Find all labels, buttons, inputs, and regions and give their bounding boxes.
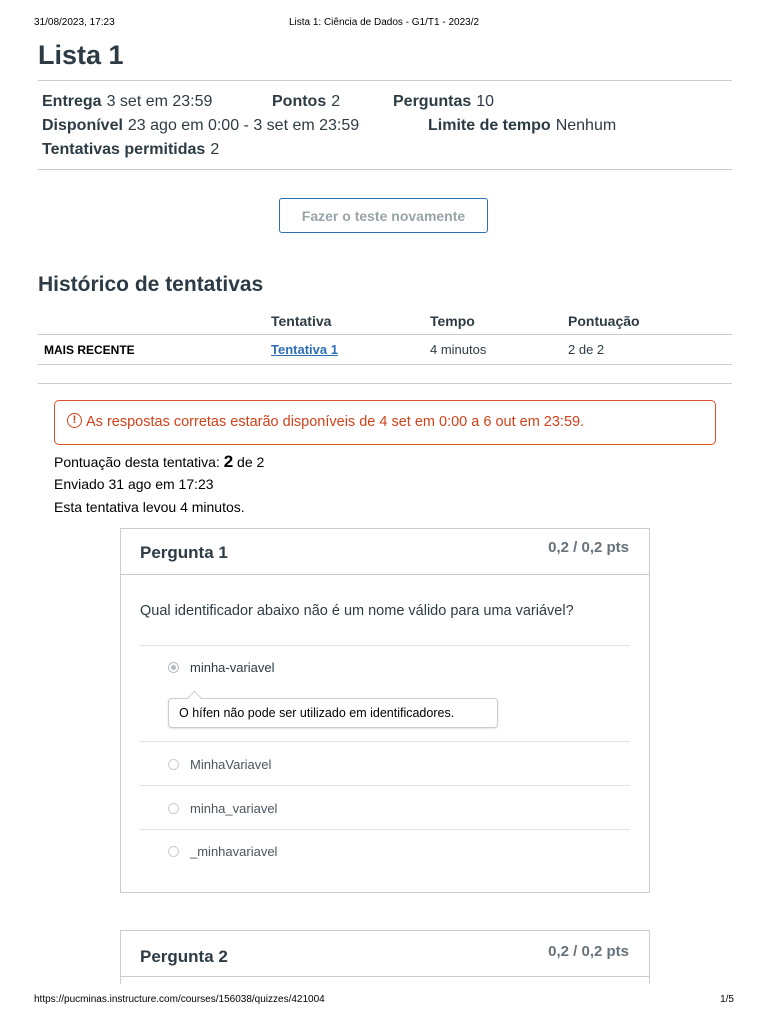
score-prefix: Pontuação desta tentativa:	[54, 454, 220, 470]
radio-icon	[168, 803, 179, 814]
spacer	[38, 365, 732, 383]
print-url: https://pucminas.instructure.com/courses/156038/quizzes/421004	[34, 994, 325, 1005]
attempt-cell	[271, 335, 430, 365]
available	[42, 117, 359, 135]
print-datetime: 31/08/2023, 17:23	[34, 17, 115, 28]
question-header	[121, 931, 649, 977]
score-cell: 2 de 2	[568, 335, 732, 365]
questions-value: 10	[476, 93, 495, 110]
attempts-value: 2	[210, 141, 220, 158]
answer-label: _minhavariavel	[190, 844, 278, 859]
question-header	[121, 529, 649, 575]
question-text: Qual identificador abaixo não é um nome válido para uma variável?	[140, 603, 574, 619]
attempt-history-title: Histórico de tentativas	[38, 273, 264, 296]
column-header	[38, 308, 271, 335]
column-header-score: Pontuação	[568, 308, 732, 335]
answer-divider	[140, 829, 630, 830]
alert-text: As respostas corretas estarão disponíveis de 4 set em 0:00 a 6 out em 23:59.	[86, 414, 585, 430]
question-name: Pergunta 1	[140, 543, 228, 562]
points	[272, 93, 340, 111]
print-footer	[34, 994, 734, 1006]
time-limit-value: Nenhum	[555, 117, 617, 134]
attempt-history-table	[38, 308, 732, 365]
time-limit	[428, 117, 616, 135]
quiz-title: Lista 1	[38, 40, 124, 70]
print-header	[34, 17, 734, 29]
answer-label: minha_variavel	[190, 801, 278, 816]
answer-divider	[140, 741, 630, 742]
column-header-attempt: Tentativa	[271, 308, 430, 335]
time-cell: 4 minutos	[430, 335, 568, 365]
points-label: Pontos	[272, 93, 327, 110]
attempts-label: Tentativas permitidas	[42, 141, 206, 158]
time-limit-label: Limite de tempo	[428, 117, 551, 134]
radio-selected-icon	[168, 662, 179, 673]
answer-divider	[140, 785, 630, 786]
submitted-date: Enviado 31 ago em 17:23	[54, 476, 214, 492]
answer-label: minha-variavel	[190, 660, 275, 675]
question-points: 0,2 / 0,2 pts	[548, 539, 629, 556]
score-suffix: de 2	[237, 454, 265, 470]
available-value: 23 ago em 0:00 - 3 set em 23:59	[127, 117, 360, 134]
column-header-time: Tempo	[430, 308, 568, 335]
table-row	[38, 335, 732, 365]
question-card	[120, 528, 650, 893]
quiz-content	[38, 36, 732, 984]
row-label	[38, 335, 271, 365]
question-points: 0,2 / 0,2 pts	[548, 943, 629, 960]
attempts-allowed	[42, 141, 219, 159]
attempt-score	[54, 450, 264, 473]
retake-area	[38, 170, 732, 270]
attempt-section	[38, 384, 732, 984]
print-page-title: Lista 1: Ciência de Dados - G1/T1 - 2023/2	[288, 17, 480, 28]
attempt-link[interactable]: Tentativa 1	[271, 342, 338, 357]
points-value: 2	[331, 93, 341, 110]
warning-icon: !	[67, 413, 82, 428]
table-header-row	[38, 308, 732, 335]
due-label: Entrega	[42, 93, 102, 110]
quiz-details	[38, 81, 732, 169]
attempt-duration: Esta tentativa levou 4 minutos.	[54, 499, 245, 515]
answers-availability-alert	[54, 400, 716, 445]
most-recent-label: MAIS RECENTE	[44, 343, 135, 357]
answer-comment: O hífen não pode ser utilizado em identificadores.	[168, 698, 498, 728]
radio-icon	[168, 846, 179, 857]
available-label: Disponível	[42, 117, 123, 134]
radio-icon	[168, 759, 179, 770]
due-date	[42, 93, 212, 111]
question-card	[120, 930, 650, 984]
print-page-number: 1/5	[720, 994, 734, 1005]
due-value: 3 set em 23:59	[106, 93, 213, 110]
retake-quiz-button[interactable]: Fazer o teste novamente	[279, 198, 488, 233]
question-name: Pergunta 2	[140, 947, 228, 966]
questions-count	[393, 93, 494, 111]
attempt-summary	[54, 450, 264, 519]
score-value: 2	[223, 452, 234, 471]
questions-label: Perguntas	[393, 93, 472, 110]
answer-divider	[140, 645, 630, 646]
answer-label: MinhaVariavel	[190, 757, 272, 772]
